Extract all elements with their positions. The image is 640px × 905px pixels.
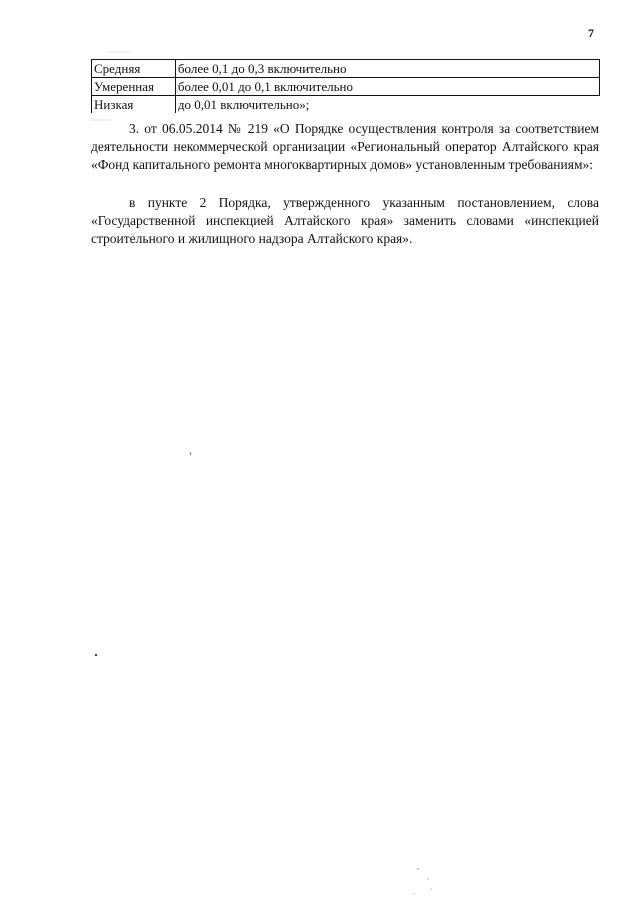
table-row — [92, 96, 600, 114]
risk-range-cell: более 0,01 до 0,1 включительно — [175, 78, 599, 96]
paragraph-text: в пункте 2 Порядка, утвержденного указанным постановлением, слова «Государственной инспекцией Алтайского края» заменить словами «инспекцией строительного и жилищного надзора Алтайского края». — [91, 195, 599, 247]
scan-speck — [430, 888, 431, 889]
scan-speck — [417, 868, 418, 869]
body-paragraph — [91, 194, 599, 249]
scan-speck — [95, 654, 97, 656]
scan-speck — [190, 452, 191, 455]
risk-category-table — [91, 59, 600, 113]
body-paragraph — [91, 120, 599, 175]
table-row — [92, 60, 600, 78]
table-row — [92, 78, 600, 96]
page-number: 7 — [588, 26, 594, 40]
paragraph-text: 3. от 06.05.2014 № 219 «О Порядке осуществления контроля за соответствием деятельности некоммерческой организации «Региональный оператор Алтайского края «Фонд капитального ремонта многоквартирных домов» установленным требованиям»: — [91, 121, 599, 173]
risk-range-cell: до 0,01 включительно»; — [175, 96, 599, 114]
scan-speck — [413, 893, 414, 894]
risk-level-cell: Умеренная — [92, 78, 176, 96]
risk-range-cell: более 0,1 до 0,3 включительно — [175, 60, 599, 78]
scan-speck — [427, 878, 428, 879]
risk-level-cell: Низкая — [92, 96, 176, 114]
risk-level-cell: Средняя — [92, 60, 176, 78]
